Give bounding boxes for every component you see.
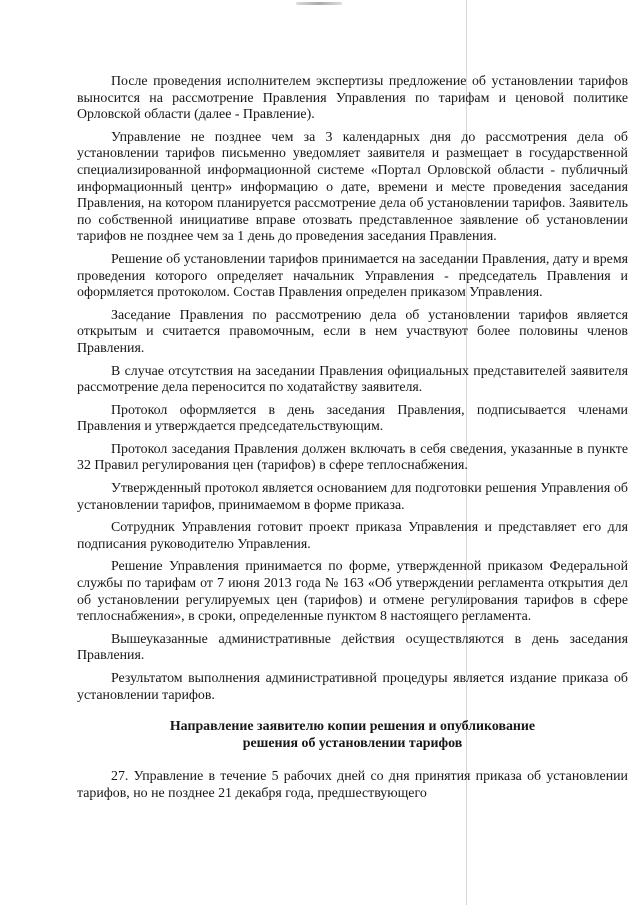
paragraph-protocol-content: Протокол заседания Правления должен включать в себя сведения, указанные в пункте 32 Правил регулирования цен (тарифов) в сфере теплоснабжения. xyxy=(77,441,628,474)
paragraph-draft-order: Сотрудник Управления готовит проект приказа Управления и представляет его для подписания руководителю Управления. xyxy=(77,520,628,552)
section-heading-line-2: решения об установлении тарифов xyxy=(242,736,463,752)
section-heading xyxy=(77,718,628,752)
paragraph-expertise: После проведения исполнителем экспертизы предложение об установлении тарифов выносится на рассмотрение Правления Управления по тарифам и ценовой политике Орловской области (далее - Правление). xyxy=(77,74,628,123)
paragraph-notification: Управление не позднее чем за 3 календарных дня до рассмотрения дела об установлении тарифов письменно уведомляет заявителя и размещает в государственной специализированной информационной системе «Портал Орловской области - публичный информационный центр» информацию о дате, времени и месте проведения заседания Правления, на котором планируется рассмотрение дела об установлении тарифов. Заявитель по собственной инициативе вправе отозвать представленное заявление об установлении тарифов не позднее чем за 1 день до проведения заседания Правления. xyxy=(77,129,628,245)
paragraph-27: 27. Управление в течение 5 рабочих дней со дня принятия приказа об установлении тарифов, но не позднее 21 декабря года, предшествующего xyxy=(77,769,628,801)
paragraph-decision-form: Решение Управления принимается по форме, утвержденной приказом Федеральной службы по тарифам от 7 июня 2013 года № 163 «Об утверждении регламента открытия дел об установлении регулируемых цен (тарифов) и отмене регулирования тарифов в сфере теплоснабжения», в сроки, определенные пунктом 8 настоящего регламента. xyxy=(77,559,628,625)
document-body xyxy=(77,74,628,808)
paragraph-protocol: Протокол оформляется в день заседания Правления, подписывается членами Правления и утверждается председательствующим. xyxy=(77,402,628,435)
paragraph-meeting: Заседание Правления по рассмотрению дела об установлении тарифов является открытым и считается правомочным, если в нем участвуют более половины членов Правления. xyxy=(77,307,628,356)
paragraph-protocol-basis: Утвержденный протокол является основанием для подготовки решения Управления об установлении тарифов, принимаемом в форме приказа. xyxy=(77,481,628,513)
paragraph-result: Результатом выполнения административной процедуры является издание приказа об установлении тарифов. xyxy=(77,671,628,703)
paragraph-absence: В случае отсутствия на заседании Правления официальных представителей заявителя рассмотрение дела переносится по ходатайству заявителя. xyxy=(77,363,628,396)
scan-mark xyxy=(296,2,342,5)
paragraph-decision: Решение об установлении тарифов принимается на заседании Правления, дату и время проведения которого определяет начальник Управления - председатель Правления и оформляется протоколом. Состав Правления определен приказом Управления. xyxy=(77,251,628,301)
paragraph-actions: Вышеуказанные административные действия осуществляются в день заседания Правления. xyxy=(77,631,628,664)
section-heading-line-1: Направление заявителю копии решения и опубликование xyxy=(169,719,536,735)
